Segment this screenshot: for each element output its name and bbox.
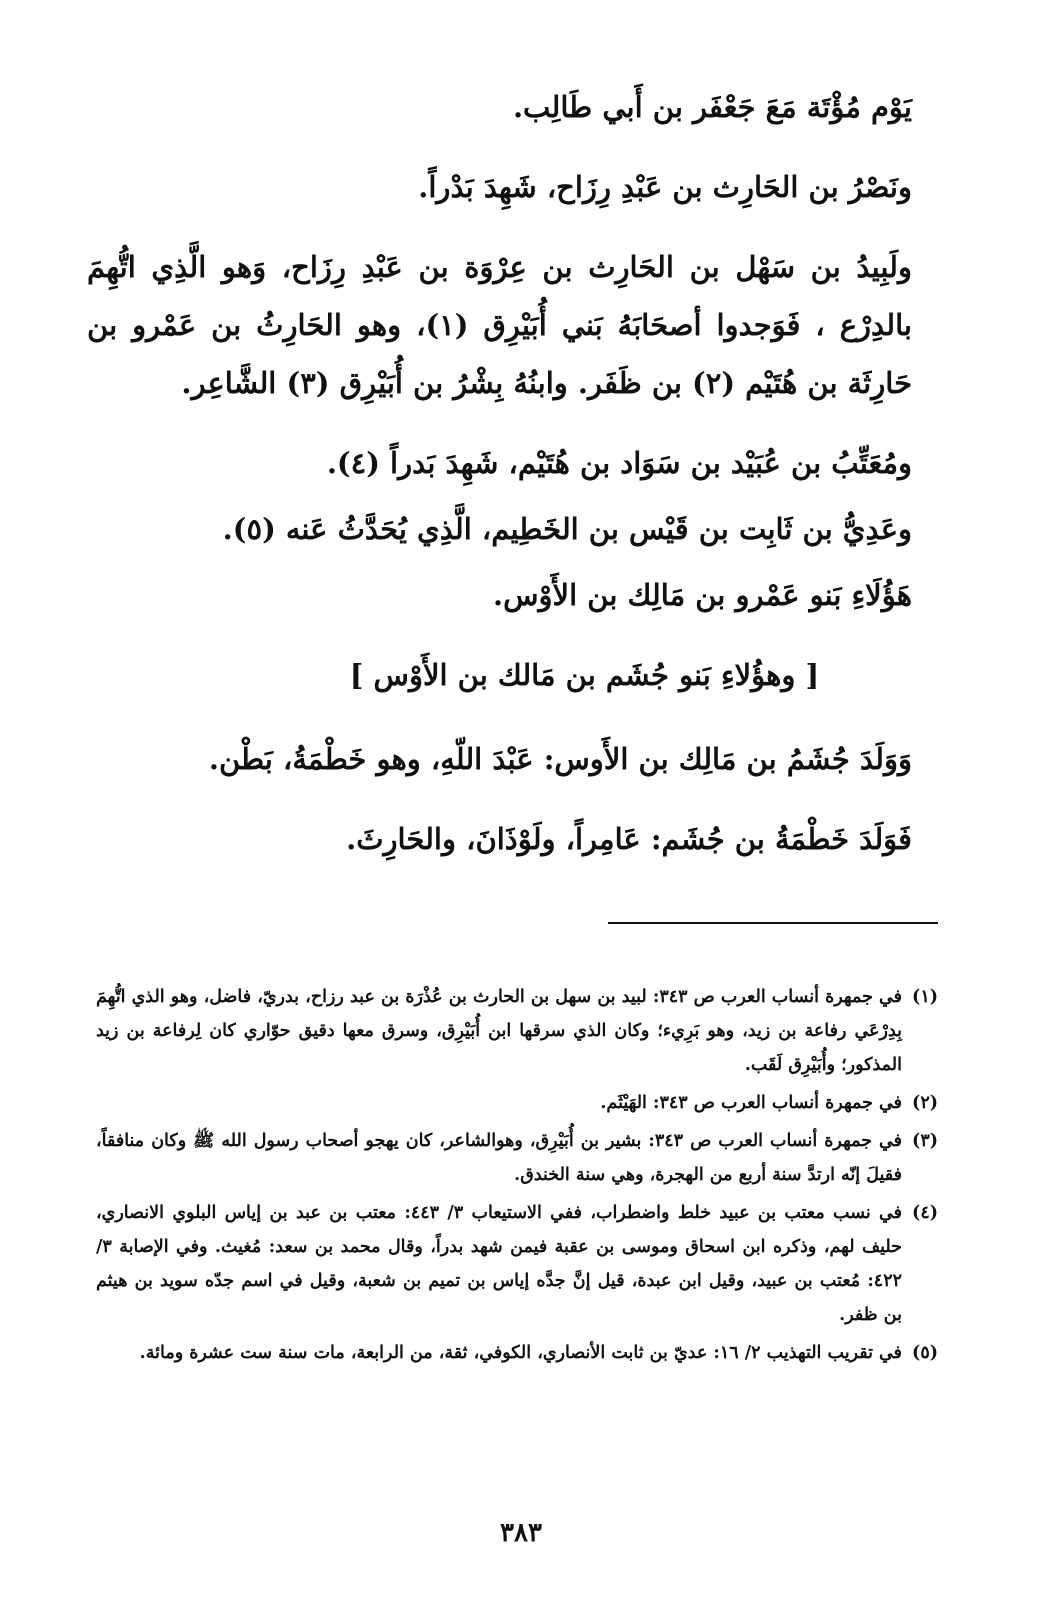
- paragraph-6: هَؤُلَاءِ بَنو عَمْرو بن مَالِك بن الأَوْس.: [493, 578, 912, 612]
- footnote-number: (٣): [912, 1131, 938, 1151]
- footnote-text: في جمهرة أنساب العرب ص ٣٤٣: بشير بن أُبَيْرِق، وهوالشاعر، كان يهجو أصحاب رسول الله ﷺ وكان منافقاً، فقيلَ إنّه ارتدَّ سنة أربع من الهجرة، وهي سنة الخندق.: [96, 1131, 902, 1185]
- paragraph-1: يَوْم مُؤْتَة مَعَ جَعْفَر بن أَبي طَالِب.: [512, 90, 912, 124]
- main-text: [87, 78, 912, 890]
- page-number: ٣٨٣: [500, 1518, 542, 1548]
- footnote-divider: [608, 922, 938, 924]
- footnote-2: [96, 1086, 938, 1120]
- footnote-number: (١): [912, 987, 938, 1007]
- footnote-text: في تقريب التهذيب ٢/ ١٦: عديّ بن ثابت الأنصاري، الكوفي، ثقة، من الرابعة، مات سنة ست عشرة ومائة.: [139, 1343, 902, 1363]
- section-heading: [ وهؤُلاءِ بَنو جُشَم بن مَالك بن الأَوْس ]: [349, 658, 820, 692]
- footnote-5: [96, 1336, 938, 1370]
- footnote-1: [96, 980, 938, 1082]
- footnotes: [96, 980, 938, 1374]
- footnote-text: في جمهرة أنساب العرب ص ٣٤٣: الهَيْثَم.: [600, 1093, 902, 1113]
- paragraph-7: وَوَلَدَ جُشَمُ بن مَالِك بن الأَوس: عَبْدَ اللّهِ، وهو خَطْمَةُ، بَطْن.: [208, 742, 912, 776]
- paragraph-2: ونَصْرُ بن الحَارِث بن عَبْدِ رِزَاح، شَهِدَ بَدْراً.: [418, 170, 912, 204]
- footnote-number: (٤): [912, 1203, 938, 1223]
- footnote-text: في جمهرة أنساب العرب ص ٣٤٣: لبيد بن سهل بن الحارث بن عُذْرَة بن عبد رزاح، بدريّ، فاضل، وهو الذي اتُّهِمَ بِدِرْعَي رفاعة بن زيد، وهو بَرِيء؛ وكان الذي سرقها ابن أُبَيْرِق، وسرق معها دقيق حوّاري كان لِرفاعة بن زيد المذكور؛ وأُبَيْرِق لَقَب.: [96, 987, 902, 1075]
- footnote-text: في نسب معتب بن عبيد خلط واضطراب، ففي الاستيعاب ٣/ ٤٤٣: معتب بن عبد بن إياس البلوي الانصاري، حليف لهم، وذكره ابن اسحاق وموسى بن عقبة فيمن شهد بدراً، وقال محمد بن سعد: مُغيث. وفي الإصابة ٣/ ٤٢٢: مُعتب بن عبيد، وقيل ابن عبدة، قيل إنَّ جدَّه إياس بن تميم بن شعبة، وقيل في اسم جدّه سويد بن هيثم بن ظفر.: [96, 1203, 903, 1325]
- footnote-number: (٢): [912, 1093, 938, 1113]
- footnote-3: [96, 1124, 938, 1192]
- footnote-number: (٥): [912, 1343, 938, 1363]
- paragraph-4: ومُعَتِّبُ بن عُبَيْد بن سَوَاد بن هُتَيْم، شَهِدَ بَدراً (٤).: [326, 446, 912, 480]
- footnote-4: [96, 1196, 938, 1332]
- paragraph-3: ولَبِيدُ بن سَهْل بن الحَارِث بن عِرْوَة بن عَبْدِ رِزَاح، وَهو الَّذِي اتُّهِمَ بالدِرْع ، فَوَجدوا أصحَابَهُ بَني أُبَيْرِق (١)، وهو الحَارِثُ بن عَمْرو بن حَارِثَة بن هُتَيْم (٢) بن ظَفَر. وابنُهُ بِشْرُ بن أُبَيْرِق (٣) الشَّاعِر.: [87, 250, 913, 400]
- paragraph-8: فَوَلَدَ خَطْمَةُ بن جُشَم: عَامِراً، ولَوْذَانَ، والحَارِثَ.: [346, 822, 912, 856]
- paragraph-5: وعَدِيُّ بن ثَابِت بن قَيْس بن الخَطِيم، الَّذِي يُحَدَّثُ عَنه (٥).: [222, 512, 912, 546]
